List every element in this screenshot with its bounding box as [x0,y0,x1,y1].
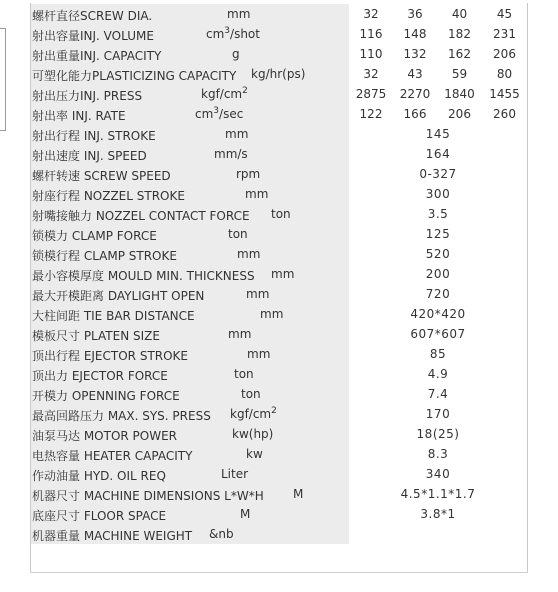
value-cell: 0-327 [349,164,527,184]
table-row [31,4,527,24]
value-cell: 132 [393,44,437,64]
table-row [31,364,527,384]
value-cell: 231 [482,24,527,44]
table-row [31,104,527,124]
table-row [31,84,527,104]
row-label [31,324,349,344]
param-unit: mm [260,307,284,321]
value-cell: 340 [349,464,527,484]
value-cell: 4.9 [349,364,527,384]
param-unit: ton [241,387,261,401]
table-row [31,264,527,284]
row-label [31,464,349,484]
table-row [31,384,527,404]
param-name: 螺杆转速 SCREW SPEED [32,169,171,183]
param-unit: mm [271,267,295,281]
value-cell: 40 [437,4,482,24]
row-label [31,184,349,204]
table-row [31,344,527,364]
table-row [31,404,527,424]
value-cell: 110 [349,44,393,64]
param-unit: kgf/$cm^2$ [201,86,248,101]
value-cell: 200 [349,264,527,284]
row-label [31,204,349,224]
param-name: 油泵马达 MOTOR POWER [32,429,178,443]
value-cell: 607*607 [349,324,527,344]
table-row [31,524,527,544]
table-row [31,144,527,164]
param-unit: mm [225,127,249,141]
row-label [31,304,349,324]
value-cell [349,524,527,544]
table-row [31,424,527,444]
table-row [31,324,527,344]
row-label [31,44,349,64]
param-unit: kg/hr(ps) [251,67,306,81]
param-name: 锁模行程 CLAMP STROKE [32,249,177,263]
row-label [31,344,349,364]
value-cell: 2270 [393,84,437,104]
value-cell: 85 [349,344,527,364]
value-cell: 162 [437,44,482,64]
value-cell: 520 [349,244,527,264]
table-row [31,244,527,264]
value-cell: 45 [482,4,527,24]
param-unit: ton [271,207,291,221]
value-cell: 206 [437,104,482,124]
param-name: 大柱间距 TIE BAR DISTANCE [32,309,195,323]
param-unit: &nb [209,527,234,541]
param-name: 锁模力 CLAMP FORCE [32,229,157,243]
param-unit: ton [228,227,248,241]
row-label [31,144,349,164]
row-label [31,24,349,44]
table-row [31,284,527,304]
param-name: 射出速度 INJ. SPEED [32,149,147,163]
table-row [31,204,527,224]
param-name: 射出率 INJ. RATE [32,109,126,123]
value-cell: 206 [482,44,527,64]
param-unit: mm [227,7,251,21]
param-name: 电热容量 HEATER CAPACITY [32,449,193,463]
param-unit: mm [237,247,261,261]
value-cell: 43 [393,64,437,84]
param-unit: g [232,47,240,61]
value-cell: 4.5*1.1*1.7 [349,484,527,504]
left-edge-bracket [0,28,6,131]
param-name: 作动油量 HYD. OIL REQ [32,469,166,483]
param-name: 射出压力INJ. PRESS [32,89,143,103]
value-cell: 148 [393,24,437,44]
row-label [31,124,349,144]
table-row [31,24,527,44]
param-name: 最大开模距离 DAYLIGHT OPEN [32,289,205,303]
row-label [31,64,349,84]
value-cell: 122 [349,104,393,124]
param-unit: $cm^3/\sec$ [195,106,244,121]
param-name: 射出重量INJ. CAPACITY [32,49,162,63]
table-row [31,184,527,204]
table-row [31,64,527,84]
param-unit: mm [246,287,270,301]
value-cell: 116 [349,24,393,44]
value-cell: 18(25) [349,424,527,444]
row-label [31,404,349,424]
table-bottom-line [30,572,528,573]
value-cell: 260 [482,104,527,124]
param-name: 最小容模厚度 MOULD MIN. THICKNESS [32,269,255,283]
spec-table-body [31,4,527,544]
value-cell: 164 [349,144,527,164]
value-cell: 420*420 [349,304,527,324]
value-cell: 145 [349,124,527,144]
table-row [31,164,527,184]
param-name: 顶出力 EJECTOR FORCE [32,369,168,383]
param-unit: M [293,487,304,501]
table-row [31,484,527,504]
row-label [31,364,349,384]
row-label [31,504,349,524]
value-cell: 7.4 [349,384,527,404]
param-name: 射出行程 INJ. STROKE [32,129,156,143]
row-label [31,384,349,404]
param-unit: kgf/$cm^2$ [230,406,277,421]
value-cell: 3.8*1 [349,504,527,524]
value-cell: 182 [437,24,482,44]
table-row [31,124,527,144]
value-cell: 2875 [349,84,393,104]
value-cell: 170 [349,404,527,424]
table-row [31,464,527,484]
param-name: 底座尺寸 FLOOR SPACE [32,509,167,523]
row-label [31,284,349,304]
param-name: 射座行程 NOZZEL STROKE [32,189,185,203]
value-cell: 125 [349,224,527,244]
row-label [31,424,349,444]
value-cell: 1455 [482,84,527,104]
param-name: 开模力 OPENNING FORCE [32,389,180,403]
param-name: 最高回路压力 MAX. SYS. PRESS [32,409,211,423]
value-cell: 59 [437,64,482,84]
row-label [31,264,349,284]
row-label [31,244,349,264]
value-cell: 1840 [437,84,482,104]
row-label [31,84,349,104]
param-unit: Liter [221,467,249,481]
row-label [31,104,349,124]
param-name: 可塑化能力PLASTICIZING CAPACITY [32,69,237,83]
row-label [31,4,349,24]
row-label [31,524,349,544]
table-row [31,304,527,324]
param-unit: $cm^3$/shot [206,26,260,41]
table-row [31,224,527,244]
param-unit: mm/s [214,147,248,161]
row-label [31,444,349,464]
param-unit: mm [247,347,271,361]
param-unit: mm [245,187,269,201]
param-name: 射出容量INJ. VOLUME [32,29,154,43]
value-cell: 8.3 [349,444,527,464]
param-name: 射嘴接触力 NOZZEL CONTACT FORCE [32,209,250,223]
value-cell: 3.5 [349,204,527,224]
param-name: 机器尺寸 MACHINE DIMENSIONS L*W*H [32,489,264,503]
param-unit: M [240,507,251,521]
row-label [31,484,349,504]
param-name: 顶出行程 EJECTOR STROKE [32,349,189,363]
value-cell: 720 [349,284,527,304]
spec-table [31,4,527,544]
value-cell: 80 [482,64,527,84]
table-row [31,444,527,464]
param-unit: mm [228,327,252,341]
table-row [31,504,527,524]
row-label [31,224,349,244]
param-name: 模板尺寸 PLATEN SIZE [32,329,160,343]
table-row [31,44,527,64]
value-cell: 166 [393,104,437,124]
row-label [31,164,349,184]
value-cell: 32 [349,64,393,84]
param-name: 螺杆直径SCREW DIA. [32,9,153,23]
param-unit: kw [246,447,263,461]
value-cell: 36 [393,4,437,24]
param-unit: kw(hp) [232,427,274,441]
value-cell: 300 [349,184,527,204]
param-name: 机器重量 MACHINE WEIGHT [32,529,193,543]
value-cell: 32 [349,4,393,24]
param-unit: ton [234,367,254,381]
param-unit: rpm [236,167,261,181]
